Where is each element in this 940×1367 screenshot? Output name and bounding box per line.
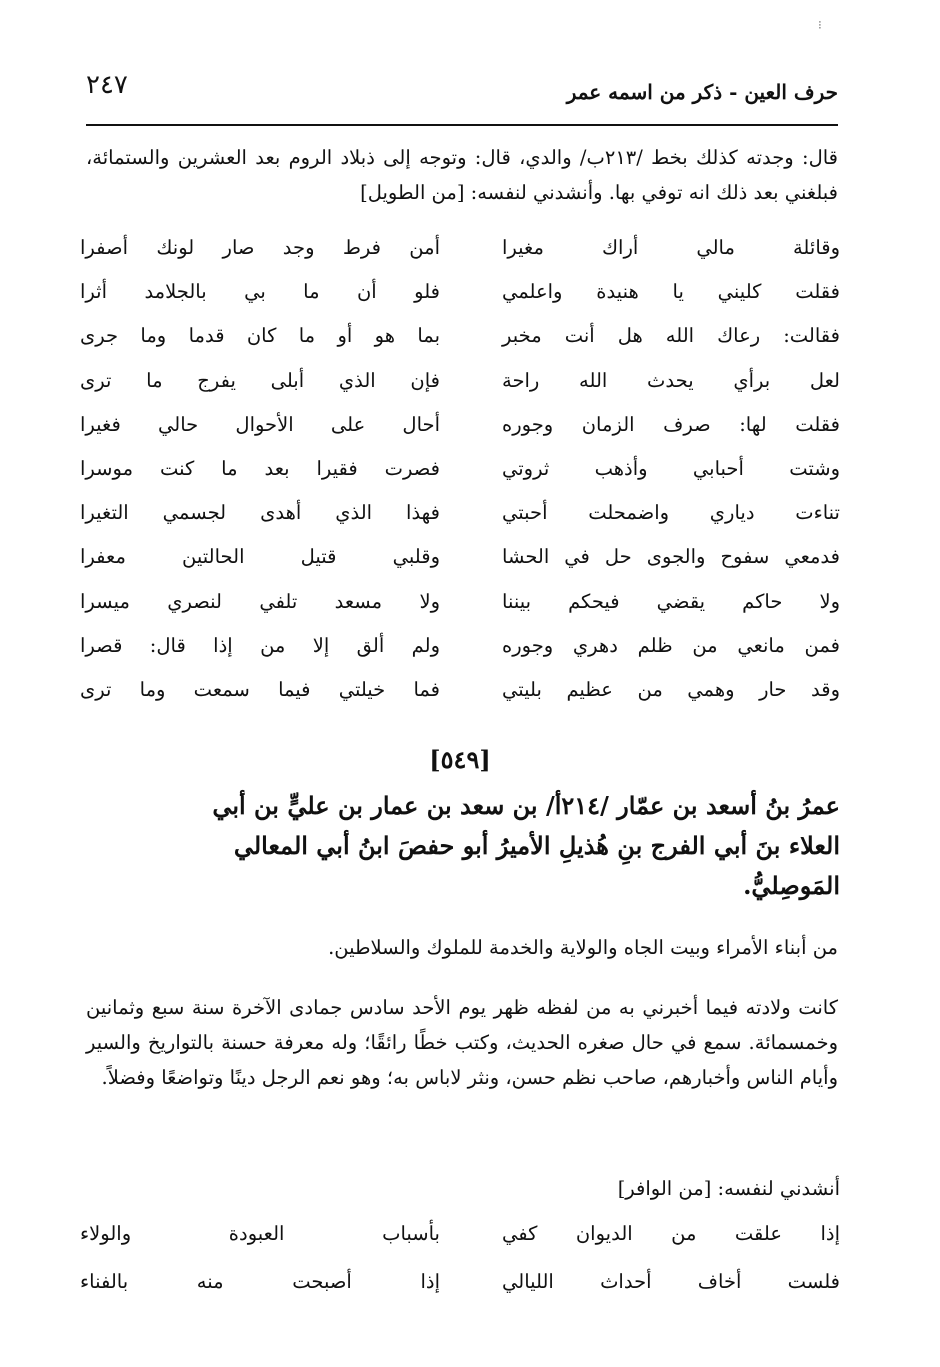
verse-first-hemistich: ولا حاكم يقضي فيحكم بيننا xyxy=(502,589,840,613)
verse-first-hemistich: لعل برأي يحدث الله راحة xyxy=(502,368,840,392)
poem-wafir xyxy=(80,1212,840,1308)
running-title: حرف العين - ذكر من اسمه عمر xyxy=(566,80,838,104)
verse-second-hemistich: فهذا الذي أهدى لجسمي التغيرا xyxy=(80,501,440,525)
verse-first-hemistich: فدمعي سفوح والجوى حل في الحشا xyxy=(502,545,840,569)
verse xyxy=(80,1212,840,1260)
verse-first-hemistich: إذا علقت من الديوان كفي xyxy=(502,1222,840,1245)
verse xyxy=(80,359,840,403)
verse-first-hemistich: وقائلة مالي أراك مغيرا xyxy=(502,236,840,259)
verse-first-hemistich: فقلت لها: صرف الزمان وجوره xyxy=(502,412,840,436)
verse-second-hemistich: فصرت فقيرا بعد ما كنت موسرا xyxy=(80,456,440,480)
verse-second-hemistich: فإن الذي أبلى يفرج ما ترى xyxy=(80,368,440,392)
verse-second-hemistich: أحال على الأحوال حالي فغيرا xyxy=(80,412,440,436)
verse-second-hemistich: أمن فرط وجد صار لونك أصفرا xyxy=(80,236,440,259)
verse xyxy=(80,1260,840,1308)
verse xyxy=(80,270,840,314)
poem-tawil xyxy=(80,226,840,712)
verse-first-hemistich: تناءت دياري واضمحلت أحبتي xyxy=(502,501,840,525)
verse-first-hemistich: وقد حار وهمي من عظيم بليتي xyxy=(502,677,840,701)
entry-number: [٥٤٩] xyxy=(429,745,491,774)
verse-second-hemistich: ولم ألق إلا من إذا قال: قصرا xyxy=(80,633,440,657)
verse xyxy=(80,580,840,624)
verse xyxy=(80,491,840,535)
verse-second-hemistich: بما هو أو ما كان قدما وما جرى xyxy=(80,324,440,348)
verse xyxy=(80,447,840,491)
verse-second-hemistich: ولا مسعد تلفي لنصري ميسرا xyxy=(80,589,440,613)
verse-second-hemistich: فما خيلتي فيما سمعت وما ترى xyxy=(80,677,440,701)
corner-mark: ⁝ xyxy=(818,18,822,32)
page-header xyxy=(86,70,838,118)
verse-first-hemistich: وشتت أحبابي وأذهب ثروتي xyxy=(502,456,840,480)
entry-heading: عمرُ بنُ أسعد بن عمّار /٢١٤أ/ بن سعد بن عمار بن عليٍّ بن أبي العلاء بنَ أبي الفرج بنِ هُذيلِ الأميرُ أبو حفصَ ابنُ أبي المعالي المَوصِليُّ. xyxy=(212,791,840,900)
page-number: ٢٤٧ xyxy=(86,70,128,100)
paragraph-biography: كانت ولادته فيما أخبرني به من لفظه ظهر يوم الأحد سادس جمادى الآخرة سنة سبع وثمانين وخمسمائة. سمع في حال صغره الحديث، وكتب خطًا رائقًا؛ وله معرفة حسنة بالتواريخ والسير وأيام الناس وأخبارهم، صاحب نظم حسن، ونثر لاباس به؛ وهو نعم الرجل دينًا وتواضعًا وفضلاً. xyxy=(86,996,838,1089)
intro-paragraph: قال: وجدته كذلك بخط /٢١٣ب/ والدي، قال: وتوجه إلى ذبلاد الروم بعد العشرين والستمائة، فبلغني بعد ذلك انه توفي بها. وأنشدني لنفسه: [من الطويل] xyxy=(86,146,838,204)
verse xyxy=(80,668,840,712)
verse xyxy=(80,314,840,358)
verse-first-hemistich: فقلت كليني يا هنيدة واعلمي xyxy=(502,280,840,304)
verse-intro: أنشدني لنفسه: [من الوافر] xyxy=(617,1177,840,1200)
verse-second-hemistich: إذا أصبحت منه بالفناء xyxy=(80,1270,440,1293)
paragraph-lineage: من أبناء الأمراء وبيت الجاه والولاية والخدمة للملوك والسلاطين. xyxy=(328,936,838,959)
verse-first-hemistich: فقالت: رعاك الله هل أنت مخبر xyxy=(502,324,840,348)
verse-first-hemistich: فلست أخاف أحداث الليالي xyxy=(502,1270,840,1293)
verse xyxy=(80,624,840,668)
verse-second-hemistich: وقلبي قتيل الحالتين معفرا xyxy=(80,545,440,569)
verse-first-hemistich: فمن مانعي من ظلم دهري وجوره xyxy=(502,633,840,657)
header-rule xyxy=(86,124,838,126)
verse-second-hemistich: فلو أن ما بي بالجلامد أثرا xyxy=(80,280,440,304)
verse xyxy=(80,535,840,579)
verse-second-hemistich: بأسباب العبودة والولاء xyxy=(80,1222,440,1245)
verse xyxy=(80,403,840,447)
verse xyxy=(80,226,840,270)
